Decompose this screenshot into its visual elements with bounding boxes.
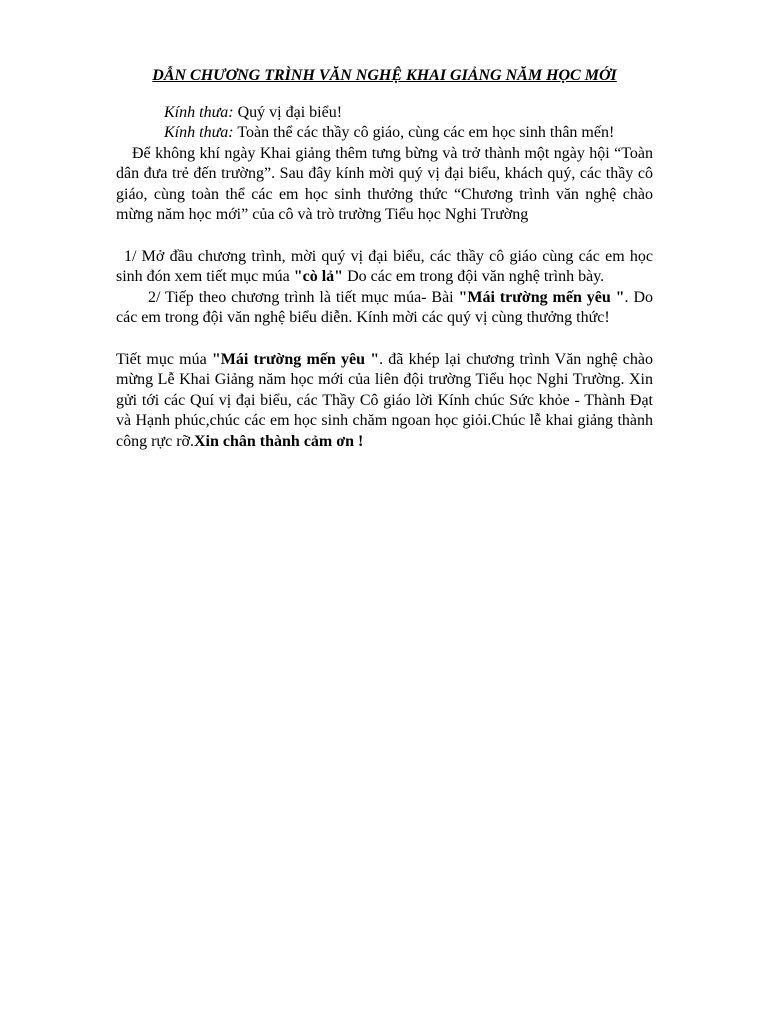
paragraph-gap <box>116 226 653 247</box>
closing-paragraph <box>116 350 653 453</box>
document-title: DẪN CHƯƠNG TRÌNH VĂN NGHỆ KHAI GIẢNG NĂM HỌC MỚI <box>152 67 617 84</box>
item-1-text-before: 1/ Mở đầu chương trình, mời quý vị đại biểu, các thầy cô giáo cùng các em học sinh đón xem tiết mục múa <box>116 247 653 285</box>
greeting-1 <box>116 103 653 124</box>
program-item-1 <box>116 247 653 288</box>
greeting-1-text: Quý vị đại biểu! <box>233 103 343 121</box>
greeting-2 <box>116 123 653 144</box>
item-2-text-after: . Do các em trong đội văn nghệ biểu diễn. Kính mời các quý vị cùng thưởng thức! <box>116 288 653 326</box>
document-page <box>116 66 653 452</box>
closing-bold-1: "Mái trường mến yêu " <box>211 350 380 368</box>
program-item-2 <box>116 288 653 329</box>
item-2-text-before: 2/ Tiếp theo chương trình là tiết mục múa- Bài <box>148 288 459 306</box>
greeting-1-label: Kính thưa: <box>164 103 234 121</box>
closing-bold-2: Xin chân thành cảm ơn ! <box>194 432 364 450</box>
item-2-bold: "Mái trường mến yêu " <box>458 288 625 306</box>
intro-paragraph: Để không khí ngày Khai giảng thêm tưng bừng và trở thành một ngày hội “Toàn dân đưa trẻ đến trường”. Sau đây kính mời quý vị đại biểu, khách quý, các thầy cô giáo, cùng toàn thể các em học sinh thưởng thức “Chương trình văn nghệ chào mừng năm học mới” của cô và trò trường Tiểu học Nghi Trường <box>116 144 653 223</box>
item-1-bold: "cò lả" <box>293 268 344 285</box>
item-1-text-after: Do các em trong đội văn nghệ trình bày. <box>343 268 605 285</box>
closing-text-middle: . đã khép lại chương trình Văn nghệ chào mừng Lễ Khai Giảng năm học mới của liên đội trường Tiểu học Nghi Trường. Xin gửi tới các Quí vị đại biểu, các Thầy Cô giáo lời Kính chúc Sức khỏe - Thành Đạt và Hạnh phúc,chúc các em học sinh chăm ngoan học giỏi.Chúc lễ khai giảng thành công rực rỡ. <box>116 350 653 450</box>
paragraph-gap <box>116 329 653 350</box>
closing-text-before: Tiết mục múa <box>116 350 212 368</box>
greeting-2-label: Kính thưa: <box>164 124 234 141</box>
greeting-2-text: Toàn thể các thầy cô giáo, cùng các em học sinh thân mến! <box>233 124 615 141</box>
